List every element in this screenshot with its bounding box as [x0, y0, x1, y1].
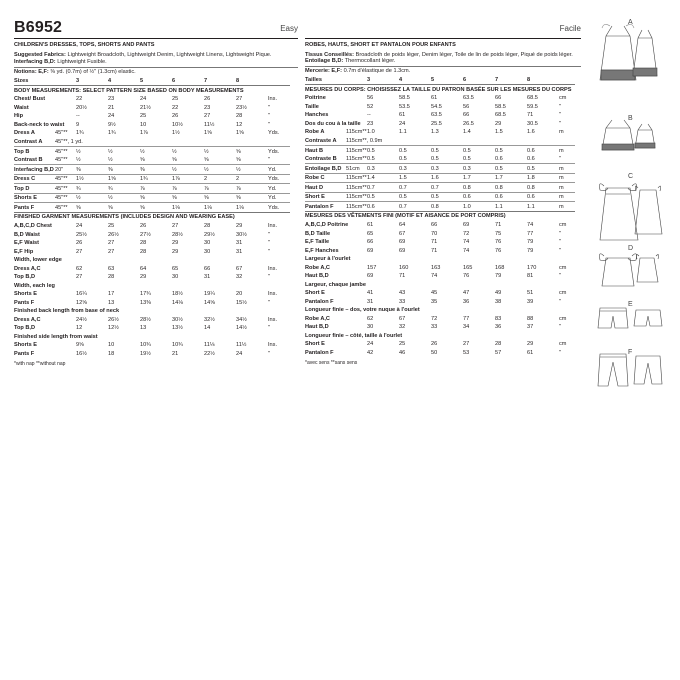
pattern-code: B6952 [14, 19, 63, 36]
pattern-title: CHILDREN'S DRESSES, TOPS, SHORTS AND PANTS [14, 42, 155, 48]
view-d-top-icon [600, 254, 637, 286]
view-c-dress-icon [600, 184, 639, 240]
subsection-heading: Width, each leg [14, 282, 55, 289]
notions-note: Notions: E,F: ⅜ yd. (0.7m) of ½" (1.3cm) elastic. [14, 69, 136, 76]
view-label-e: E [628, 301, 633, 308]
view-a-dress-icon [600, 24, 636, 80]
english-size-table: Sizes 3 4 5 6 7 8 BODY MEASUREMENTS: SELECT PATTERN SIZE BASED ON BODY MEASUREMENTS Chest/ Bust 22 23 24 25 26 27 Ins. Waist 20½ 21 21½ 22 23 23½ " Hip -- 24 25 26 27 28 " Back-neck to waist 9 9½ 10 10½ 11½ 12 " Dress A 45"** 1¾ 1¾ 1⅞ 1½ 1⅝ 1⅝ Yds. Contrast A 45"**, 1 yd. Top B 45"** ½ ½ ½ ½ ½ ⅝ Yds. Contrast B 45"** ½ ½ ⅝ ⅝ ⅝ ⅝ " Interfacing B,D 20" ⅜ ⅜ ⅜ ½ ½ ½ Yd. Dress C 45"** 1½ 1⅝ 1¾ 1⅞ 2 2 Yds. Top D 45"** ¾ ¾ ⅞ ⅞ ⅞ ⅞ Yd. Shorts E 45"** ½ ½ ⅝ ⅝ ⅝ ⅝ Yd. Pants F 45"** ⅝ ⅝ ⅝ 1⅛ 1⅛ 1⅛ Yds. FINISHED GARMENT MEASUREMENTS (INCLUDES DESIGN AND WEARING EASE) A,B,C,D Chest 24 25 26 27 28 29 Ins. B,D Waist 25½ 26½ 27½ 28½ 29½ 30½ " E,F Waist 26 27 28 29 30 31 " E,F Hip 27 27 28 29 30 31 " Width, lower edge Dress A,C 62 63 64 65 66 67 Ins. Top B,D 27 28 29 30 31 32 " Width, each leg Shorts E 16¼ 17 17¾ 18½ 19¼ 20 Ins. Pants F 12⅝ 13 13⅜ 14⅛ 14⅝ 15½ " Finished back length from base of neck Dress A,C 24½ 26½ 28½ 30½ 32½ 34½ Ins. Top B,D 12 12½ 13 13½ 14 14½ " Finished side length from waist Shorts E 9⅝ 10 10¾ 10¾ 11⅛ 11½ Ins. Pants F 16½ 18 19½ 21 22½ 24 " [14, 77, 298, 359]
view-label-b: B [628, 115, 633, 122]
subsection-heading: Largeur, chaque jambe [305, 281, 366, 288]
notions-note-fr: Mercerie: E,F: 0.7m d'élastique de 1.3cm. [305, 68, 411, 75]
french-size-table: Tailles 3 4 5 6 7 8 MESURES DU CORPS: CHOISISSEZ LA TAILLE DU PATRON BASÉE SUR LES MESURES DU CORPS Poitrine 56 58.5 61 63.5 66 68.5 cm Taille 52 53.5 54.5 56 58.5 59.5 " Hanches -- 61 63.5 66 68.5 71 " Dos du cou à la taille 23 24 25.5 26.5 29 30.5 " Robe A 115cm** 1.0 1.1 1.3 1.4 1.5 1.6 m Contraste A 115cm**, 0.9m Haut B 115cm** 0.5 0.5 0.5 0.5 0.5 0.6 m Contraste B 115cm** 0.5 0.5 0.5 0.5 0.6 0.6 " Entoilage B,D 51cm 0.3 0.3 0.3 0.3 0.5 0.5 m Robe C 115cm** 1.4 1.5 1.6 1.7 1.7 1.8 m Haut D 115cm** 0.7 0.7 0.7 0.8 0.8 0.8 m Short E 115cm** 0.5 0.5 0.5 0.6 0.6 0.6 m Pantalon F 115cm** 0.6 0.7 0.8 1.0 1.1 1.1 m MESURES DES VÊTEMENTS FINI (MOTIF ET AISANCE DE PORT COMPRIS) A,B,C,D Poitrine 61 64 66 69 71 74 cm B,D Taille 65 67 70 72 75 77 " E,F Taille 66 69 71 74 76 79 " E,F Hanches 69 69 71 74 76 79 " Largeur à l'ourlet Robe A,C 157 160 163 165 168 170 cm Haut B,D 69 71 74 76 79 81 " Largeur, chaque jambe Short E 41 43 45 47 49 51 cm Pantalon F 31 33 35 36 38 39 " Longueur finie – dos, votre nuque à l'ourlet Robe A,C 62 67 72 77 83 88 cm Haut B,D 30 32 33 34 36 37 " Longueur finie – côté, taille à l'ourlet Short E 24 25 26 27 28 29 cm Pantalon F 42 46 50 53 57 61 " [305, 76, 581, 358]
subsection-heading: Finished side length from waist [14, 333, 98, 340]
suggested-fabrics-fr: Tissus Conseillés: Broadcloth de poids léger, Denim léger, Toile de lin de poids léger, Piqué de poids léger. Entoilage B,D: Thermocollant léger. [305, 52, 573, 65]
subsection-heading: Largeur à l'ourlet [305, 256, 351, 263]
view-label-c: C [628, 173, 634, 180]
english-column [14, 18, 298, 368]
view-c-back-icon [635, 186, 662, 234]
section-heading: FINISHED GARMENT MEASUREMENTS (INCLUDES DESIGN AND WEARING EASE) [14, 212, 290, 222]
view-label-f: F [628, 349, 633, 356]
view-b-back-icon [635, 124, 655, 148]
subsection-heading: Finished back length from base of neck [14, 308, 120, 315]
view-a-back-icon [633, 30, 657, 76]
view-e-back-icon [634, 310, 662, 326]
section-heading: MESURES DES VÊTEMENTS FINI (MOTIF ET AISANCE DE PORT COMPRIS) [305, 211, 575, 221]
french-header [305, 18, 581, 39]
view-label-d: D [628, 245, 634, 252]
pattern-title-fr: ROBES, HAUTS, SHORT ET PANTALON POUR ENFANTS [305, 42, 456, 48]
difficulty-label: Easy [280, 24, 298, 34]
view-illustrations [592, 18, 672, 388]
footnote: *with nap **without nap [14, 361, 66, 368]
view-f-back-icon [634, 356, 662, 384]
view-d-back-icon [636, 255, 658, 282]
interfacing-note: Interfacing B,D: Lightweight Fusible. [14, 59, 107, 66]
view-b-top-icon [602, 120, 634, 150]
subsection-heading: Longueur finie – dos, votre nuque à l'ourlet [305, 307, 420, 314]
footnote-fr: *avec sens **sans sens [305, 360, 358, 367]
view-e-shorts-icon [598, 308, 628, 328]
french-column [305, 18, 581, 367]
section-heading: BODY MEASUREMENTS: SELECT PATTERN SIZE BASED ON BODY MEASUREMENTS [14, 85, 290, 95]
subsection-heading: Longueur finie – côté, taille à l'ourlet [305, 332, 403, 339]
view-f-pants-icon [598, 354, 628, 386]
suggested-fabrics: Suggested Fabrics: Lightweight Broadcloth, Lightweight Denim, Lightweight Linens, Lightweight Pique. [14, 52, 272, 59]
view-label-a: A [628, 19, 633, 26]
subsection-heading: Width, lower edge [14, 257, 62, 264]
difficulty-label-fr: Facile [559, 24, 581, 34]
english-header [14, 18, 298, 39]
section-heading: MESURES DU CORPS: CHOISISSEZ LA TAILLE DU PATRON BASÉE SUR LES MESURES DU CORPS [305, 84, 575, 94]
